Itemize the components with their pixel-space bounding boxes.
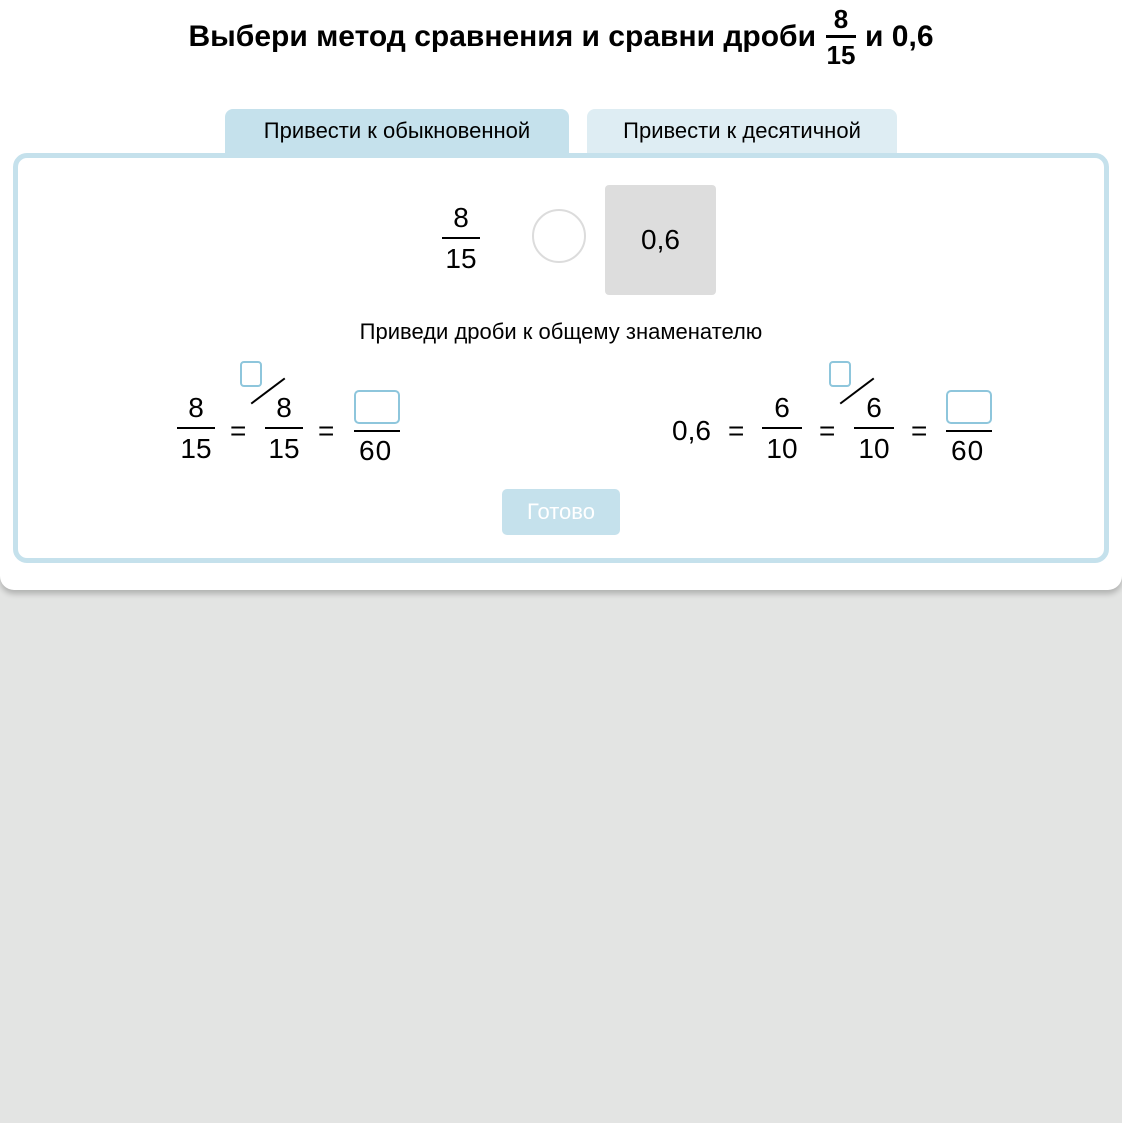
right-multiplier-input[interactable] (829, 361, 851, 387)
left-eq-numerator: 8 (188, 392, 204, 423)
left-result-fraction-bar (354, 430, 400, 432)
tab-common-fraction[interactable] (225, 109, 569, 157)
comparison-sign-slot[interactable] (532, 209, 586, 263)
right-result-denominator: 60 (951, 435, 985, 466)
left-result-denominator: 60 (359, 435, 393, 466)
left-eq-equals-2: = (318, 415, 335, 446)
right-eq-mid-numerator: 6 (866, 392, 882, 423)
title-fraction-denominator: 15 (826, 40, 856, 70)
done-button-label: Готово (527, 499, 595, 524)
left-eq-mid-fraction (265, 393, 303, 464)
right-eq-decimal: 0,6 (672, 415, 711, 446)
left-eq-mid-numerator: 8 (276, 392, 292, 423)
right-eq-denominator: 10 (766, 433, 798, 464)
right-eq-mid-fraction-bar (854, 427, 894, 429)
right-eq-fraction-bar (762, 427, 802, 429)
right-eq-numerator: 6 (774, 392, 790, 423)
left-eq-fraction (177, 393, 215, 464)
left-eq-equals-1: = (230, 415, 247, 446)
compare-left-fraction (442, 203, 480, 274)
tab-decimal-fraction-label: Привести к десятичной (623, 118, 861, 143)
title-suffix: и 0,6 (865, 20, 934, 53)
right-eq-equals-1: = (728, 415, 745, 446)
compare-left-denominator: 15 (445, 243, 477, 274)
right-result-numerator-input[interactable] (946, 390, 992, 424)
compare-right-value: 0,6 (641, 224, 680, 255)
compare-left-numerator: 8 (453, 202, 469, 233)
tab-decimal-fraction[interactable] (587, 109, 897, 157)
left-eq-mid-fraction-bar (265, 427, 303, 429)
right-eq-mid-denominator: 10 (858, 433, 890, 464)
compare-right-value-box (605, 185, 716, 295)
left-eq-mid-denominator: 15 (268, 433, 300, 464)
right-result-fraction-bar (946, 430, 992, 432)
title-fraction-numerator: 8 (833, 4, 849, 34)
left-multiplier-input[interactable] (240, 361, 262, 387)
left-eq-denominator: 15 (180, 433, 212, 464)
right-eq-fraction (762, 393, 802, 464)
right-eq-mid-fraction (854, 393, 894, 464)
title-text: Выбери метод сравнения и сравни дроби (188, 20, 817, 53)
task-title (0, 6, 1122, 68)
title-fraction (826, 6, 856, 68)
right-eq-equals-3: = (911, 415, 928, 446)
hint-text: Приведи дроби к общему знаменателю (359, 319, 763, 344)
left-eq-fraction-bar (177, 427, 215, 429)
tab-common-fraction-label: Привести к обыкновенной (263, 118, 531, 143)
compare-left-fraction-bar (442, 237, 480, 239)
title-fraction-bar (826, 35, 856, 38)
done-button[interactable] (502, 489, 620, 535)
left-result-numerator-input[interactable] (354, 390, 400, 424)
right-eq-equals-2: = (819, 415, 836, 446)
